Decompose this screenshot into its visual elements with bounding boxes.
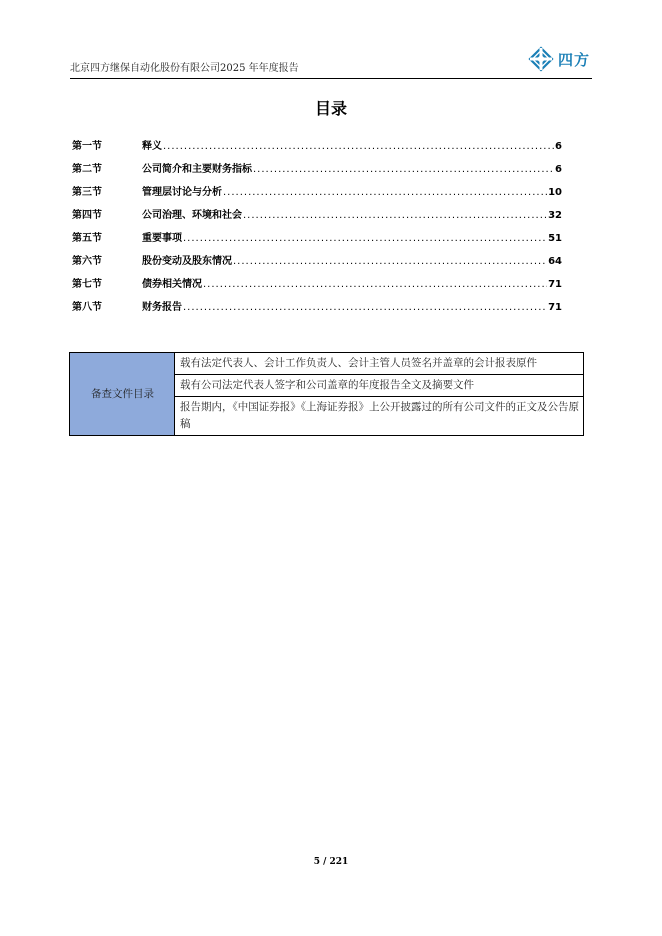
toc-leader-dots — [243, 210, 547, 221]
toc-page-number: 71 — [548, 279, 562, 290]
toc-section-title: 管理层讨论与分析 — [142, 187, 222, 198]
toc-leader-dots — [163, 141, 554, 152]
company-logo — [528, 44, 590, 74]
toc-section-number: 第四节 — [72, 210, 102, 221]
toc-entry[interactable] — [72, 298, 562, 321]
toc-section-title: 重要事项 — [142, 233, 182, 244]
page-indicator: 5 / 221 — [313, 857, 349, 867]
toc-page-number: 6 — [555, 141, 562, 152]
toc-leader-dots — [183, 302, 547, 313]
toc-leader-dots — [223, 187, 547, 198]
toc-entry[interactable] — [72, 160, 562, 183]
toc-section-title: 股份变动及股东情况 — [142, 256, 232, 267]
toc-section-number: 第一节 — [72, 141, 102, 152]
toc-page-number: 71 — [548, 302, 562, 313]
toc-section-number: 第五节 — [72, 233, 102, 244]
toc-entry[interactable] — [72, 275, 562, 298]
toc-entry[interactable] — [72, 137, 562, 160]
page-header — [70, 40, 592, 79]
toc-entry[interactable] — [72, 252, 562, 275]
reference-documents-table — [69, 352, 584, 436]
table-of-contents — [72, 137, 562, 321]
toc-section-number: 第三节 — [72, 187, 102, 198]
reference-doc-item: 报告期内，《中国证券报》《上海证券报》上公开披露过的所有公司文件的正文及公告原稿 — [175, 397, 584, 436]
report-title: 北京四方继保自动化股份有限公司2025 年年度报告 — [70, 63, 299, 74]
toc-section-title: 公司简介和主要财务指标 — [142, 164, 252, 175]
toc-leader-dots — [183, 233, 547, 244]
toc-section-title: 财务报告 — [142, 302, 182, 313]
toc-page-number: 32 — [548, 210, 562, 221]
toc-section-number: 第六节 — [72, 256, 102, 267]
toc-page-number: 64 — [548, 256, 562, 267]
reference-doc-item: 载有公司法定代表人签字和公司盖章的年度报告全文及摘要文件 — [175, 375, 584, 397]
toc-leader-dots — [253, 164, 554, 175]
toc-page-number: 51 — [548, 233, 562, 244]
reference-doc-item: 载有法定代表人、会计工作负责人、会计主管人员签名并盖章的会计报表原件 — [175, 353, 584, 375]
toc-entry[interactable] — [72, 183, 562, 206]
toc-section-title: 公司治理、环境和社会 — [142, 210, 242, 221]
reference-docs-label: 备查文件目录 — [70, 353, 175, 436]
logo-text: 四方 — [557, 50, 590, 69]
toc-section-number: 第二节 — [72, 164, 102, 175]
logo-diamond-icon — [528, 46, 554, 72]
toc-section-title: 债券相关情况 — [142, 279, 202, 290]
toc-page-number: 6 — [555, 164, 562, 175]
table-row — [70, 353, 584, 375]
toc-section-number: 第七节 — [72, 279, 102, 290]
toc-section-title: 释义 — [142, 141, 162, 152]
toc-leader-dots — [203, 279, 547, 290]
toc-entry[interactable] — [72, 229, 562, 252]
toc-page-number: 10 — [548, 187, 562, 198]
toc-entry[interactable] — [72, 206, 562, 229]
toc-section-number: 第八节 — [72, 302, 102, 313]
toc-leader-dots — [233, 256, 547, 267]
page-title: 目录 — [314, 99, 347, 118]
